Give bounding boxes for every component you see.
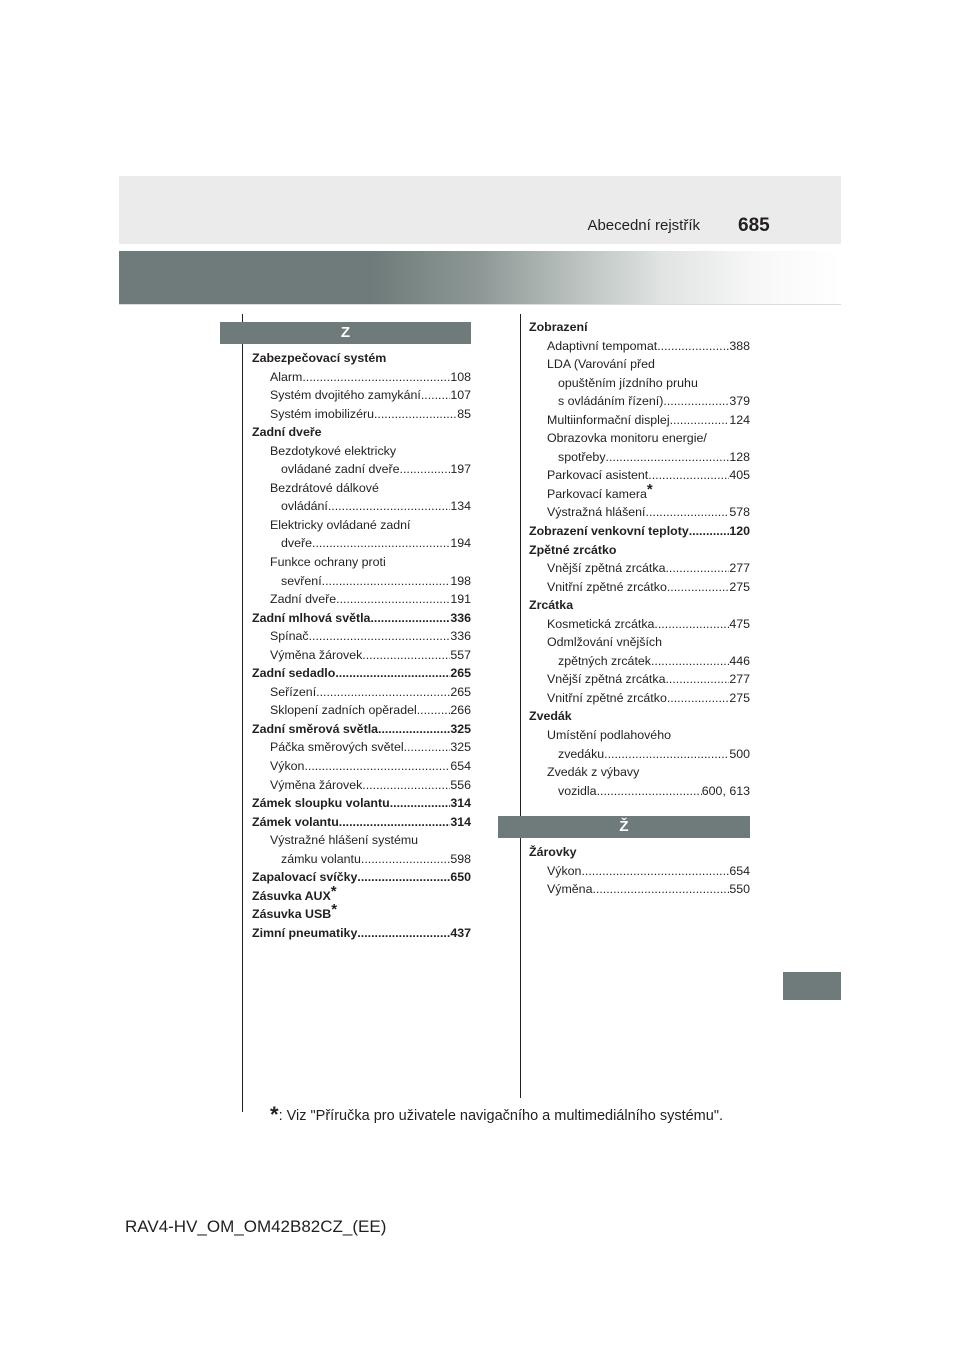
index-heading [529, 318, 750, 337]
entry-label: Vnější zpětná zrcátka [547, 561, 666, 576]
dot-leader [328, 497, 450, 516]
index-entry [529, 559, 750, 578]
index-entry [529, 392, 750, 411]
entry-label: Žárovky [529, 845, 577, 860]
index-heading [252, 882, 471, 906]
dot-leader [665, 670, 729, 689]
footnote-marker: * [331, 901, 338, 919]
entry-label: Elektricky ovládané zadní [270, 517, 411, 532]
dot-leader [400, 460, 451, 479]
dot-leader [417, 701, 451, 720]
page-reference: 194 [450, 536, 471, 551]
entry-label: Bezdotykové elektricky [270, 443, 397, 458]
index-entry [252, 553, 471, 572]
dot-leader [362, 646, 450, 665]
page-reference: 379 [729, 394, 750, 409]
dot-leader [667, 578, 729, 597]
page-reference: 314 [450, 796, 471, 811]
page-reference: 265 [450, 684, 471, 699]
page-reference: 325 [450, 721, 471, 736]
dot-leader [335, 664, 450, 683]
index-entry [252, 405, 471, 424]
entry-label: Obrazovka monitoru energie/ [547, 431, 707, 446]
entry-label: Výstražná hlášení [547, 505, 646, 520]
dot-leader [370, 609, 450, 628]
page-reference: 654 [729, 863, 750, 878]
index-entry [529, 862, 750, 881]
index-entry [529, 578, 750, 597]
index-entry [252, 776, 471, 795]
index-heading [252, 664, 471, 683]
index-entry [252, 701, 471, 720]
entry-label: Vnější zpětná zrcátka [547, 672, 666, 687]
section-title: Abecední rejstřík [587, 217, 700, 234]
dot-leader [670, 411, 730, 430]
entry-label: ovládání [281, 499, 328, 514]
index-entry [252, 627, 471, 646]
index-heading [529, 707, 750, 726]
entry-label: vozidla [558, 783, 597, 798]
dot-leader [667, 689, 729, 708]
entry-label: Odmlžování vnějších [547, 635, 663, 650]
page-reference: 108 [450, 369, 471, 384]
index-entry [252, 738, 471, 757]
entry-label: Zadní směrová světla [252, 721, 379, 736]
index-entry [529, 466, 750, 485]
dot-leader [592, 880, 729, 899]
index-heading [252, 794, 471, 813]
dot-leader [322, 572, 451, 591]
index-entry [529, 633, 750, 652]
index-entry [529, 448, 750, 467]
dot-leader [357, 868, 450, 887]
index-entry [252, 497, 471, 516]
page-reference: 388 [729, 338, 750, 353]
index-entry [529, 411, 750, 430]
index-entry [529, 670, 750, 689]
entry-label: Zadní dveře [270, 592, 337, 607]
index-column-right [529, 318, 750, 899]
page-reference: 314 [450, 814, 471, 829]
index-entry [252, 831, 471, 850]
dot-leader [362, 776, 450, 795]
footnote-star: * [270, 1102, 279, 1127]
page-reference: 120 [729, 524, 750, 539]
header-gradient-band [119, 251, 841, 304]
column-divider-middle [520, 314, 521, 1098]
entry-label: Adaptivní tempomat [547, 338, 658, 353]
dot-leader [316, 683, 450, 702]
entry-label: Vnitřní zpětné zrcátko [547, 690, 667, 705]
footnote [270, 1102, 723, 1128]
page-reference: 500 [729, 746, 750, 761]
entry-label: Sklopení zadních opěradel [270, 703, 417, 718]
page-reference: 265 [450, 666, 471, 681]
entry-label: ovládané zadní dveře [281, 462, 400, 477]
entry-label: Vnitřní zpětné zrcátko [547, 579, 667, 594]
page-reference: 475 [729, 616, 750, 631]
entry-label: Výstražné hlášení systému [270, 833, 419, 848]
entry-label: Zimní pneumatiky [252, 925, 358, 940]
index-entry [529, 726, 750, 745]
page-reference: 128 [729, 449, 750, 464]
entry-label: Umístění podlahového [547, 728, 671, 743]
entry-label: Zásuvka USB [252, 907, 332, 922]
index-entry [529, 652, 750, 671]
entry-label: sevření [281, 573, 322, 588]
entry-label: dveře [281, 536, 312, 551]
page-reference: 578 [729, 505, 750, 520]
page-reference: 191 [450, 592, 471, 607]
footnote-marker: * [330, 882, 337, 900]
dot-leader [654, 615, 729, 634]
entry-label: Zapalovací svíčky [252, 870, 358, 885]
index-entry [252, 368, 471, 387]
index-entry [252, 850, 471, 869]
index-entry [529, 355, 750, 374]
dot-leader [390, 794, 451, 813]
index-entry-list [529, 318, 750, 800]
dot-leader [374, 405, 457, 424]
index-heading [529, 596, 750, 615]
dot-leader [378, 720, 450, 739]
index-heading [252, 868, 471, 887]
page-reference: 277 [729, 672, 750, 687]
entry-label: Multiinformační displej [547, 412, 670, 427]
index-heading [252, 901, 471, 924]
dot-leader [304, 757, 450, 776]
entry-label: Zobrazení [529, 320, 588, 334]
dot-leader [651, 652, 729, 671]
dot-leader [646, 503, 730, 522]
dot-leader [339, 813, 451, 832]
entry-label: Zámek sloupku volantu [252, 796, 390, 811]
dot-leader [581, 862, 729, 881]
index-heading [252, 349, 471, 368]
entry-label: Zrcátka [529, 598, 574, 613]
entry-label: Zvedák z výbavy [547, 765, 640, 780]
dot-leader [336, 590, 450, 609]
chapter-side-tab [783, 972, 841, 1000]
dot-leader [357, 924, 450, 943]
footnote-text: : Viz "Příručka pro uživatele navigačního a multimediálního systému". [278, 1108, 723, 1124]
page-number: 685 [738, 215, 770, 236]
page-reference: 557 [450, 647, 471, 662]
page-reference: 405 [729, 468, 750, 483]
index-entry [529, 763, 750, 782]
page-reference: 336 [450, 629, 471, 644]
index-entry [529, 782, 750, 801]
entry-label: Zvedák [529, 709, 572, 724]
entry-label: s ovládáním řízení) [558, 394, 664, 409]
entry-label: zvedáku [558, 746, 605, 761]
index-entry [529, 480, 750, 504]
dot-leader [302, 368, 450, 387]
entry-label: Zadní dveře [252, 425, 322, 440]
page-reference: 654 [450, 759, 471, 774]
index-entry-list [252, 349, 471, 943]
dot-leader [665, 559, 729, 578]
index-heading [529, 541, 750, 560]
page-reference: 266 [450, 703, 471, 718]
page-reference: 134 [450, 499, 471, 514]
page-reference: 550 [729, 882, 750, 897]
index-entry [252, 757, 471, 776]
entry-label: Spínač [270, 629, 309, 644]
entry-label: Funkce ochrany proti [270, 555, 386, 570]
index-entry [529, 745, 750, 764]
page-reference: 556 [450, 777, 471, 792]
index-heading [529, 843, 750, 862]
index-entry [252, 479, 471, 498]
index-heading [252, 813, 471, 832]
index-entry [529, 615, 750, 634]
index-entry [252, 590, 471, 609]
dot-leader [663, 392, 729, 411]
index-entry [529, 374, 750, 393]
entry-label: Parkovací asistent [547, 468, 649, 483]
page-reference: 650 [450, 870, 471, 885]
dot-leader [657, 337, 729, 356]
header-divider [119, 304, 841, 305]
entry-label: Systém dvojitého zamykání [270, 388, 421, 403]
letter-heading-z: Z [220, 322, 471, 344]
index-entry [252, 460, 471, 479]
index-heading [529, 522, 750, 541]
index-heading [252, 720, 471, 739]
index-entry [529, 429, 750, 448]
dot-leader [606, 448, 730, 467]
page-reference: 325 [450, 740, 471, 755]
letter-heading-zcaron: Ž [498, 816, 750, 838]
entry-label: Systém imobilizéru [270, 406, 374, 421]
index-entry [252, 386, 471, 405]
page-reference: 85 [457, 406, 471, 421]
page-reference: 336 [450, 610, 471, 625]
index-entry [252, 572, 471, 591]
index-entry [529, 503, 750, 522]
index-column-left [252, 322, 471, 943]
dot-leader [404, 738, 451, 757]
entry-label: Bezdrátové dálkové [270, 480, 379, 495]
index-entry [529, 689, 750, 708]
page-reference: 437 [450, 925, 471, 940]
column-divider-left [242, 314, 243, 1112]
page-reference: 107 [450, 388, 471, 403]
footnote-marker: * [646, 480, 653, 498]
entry-label: Zásuvka AUX [252, 888, 331, 903]
index-heading [252, 423, 471, 442]
index-entry [252, 534, 471, 553]
dot-leader [597, 782, 702, 801]
letter-spacer [529, 800, 750, 816]
entry-label: Výměna žárovek [270, 647, 363, 662]
entry-label: Kosmetická zrcátka [547, 616, 655, 631]
index-heading [252, 609, 471, 628]
entry-label: Seřízení [270, 684, 317, 699]
entry-label: zámku volantu [281, 851, 361, 866]
dot-leader [689, 522, 730, 541]
entry-label: Výkon [270, 759, 305, 774]
header-band [119, 176, 841, 244]
entry-label: Zabezpečovací systém [252, 351, 387, 365]
entry-label: opuštěním jízdního pruhu [558, 375, 698, 390]
entry-label: Alarm [270, 369, 303, 384]
dot-leader [312, 534, 450, 553]
index-entry [529, 337, 750, 356]
entry-label: Zadní mlhová světla [252, 610, 371, 625]
index-entry [252, 442, 471, 461]
entry-label: Zobrazení venkovní teploty [529, 524, 689, 539]
entry-label: Výměna žárovek [270, 777, 363, 792]
entry-label: spotřeby [558, 449, 606, 464]
index-entry [252, 646, 471, 665]
page-reference: 197 [450, 462, 471, 477]
page-reference: 124 [729, 412, 750, 427]
page-reference: 277 [729, 561, 750, 576]
dot-leader [421, 386, 450, 405]
entry-label: Zadní sedadlo [252, 666, 336, 681]
entry-label: Výměna [547, 882, 593, 897]
index-heading [252, 924, 471, 943]
entry-label: Výkon [547, 863, 582, 878]
entry-label: Páčka směrových světel [270, 740, 404, 755]
dot-leader [309, 627, 451, 646]
page-reference: 600, 613 [701, 783, 750, 798]
dot-leader [361, 850, 450, 869]
dot-leader [604, 745, 729, 764]
page-reference: 275 [729, 690, 750, 705]
page-reference: 446 [729, 653, 750, 668]
page-reference: 598 [450, 851, 471, 866]
index-entry-list [529, 843, 750, 899]
entry-label: Parkovací kamera [547, 486, 647, 501]
index-entry [529, 880, 750, 899]
page-reference: 198 [450, 573, 471, 588]
dot-leader [648, 466, 729, 485]
page-reference: 275 [729, 579, 750, 594]
document-code: RAV4-HV_OM_OM42B82CZ_(EE) [125, 1217, 387, 1236]
entry-label: LDA (Varování před [547, 357, 655, 372]
entry-label: zpětných zrcátek [558, 653, 651, 668]
entry-label: Zámek volantu [252, 814, 339, 829]
entry-label: Zpětné zrcátko [529, 542, 617, 557]
index-entry [252, 683, 471, 702]
index-entry [252, 516, 471, 535]
